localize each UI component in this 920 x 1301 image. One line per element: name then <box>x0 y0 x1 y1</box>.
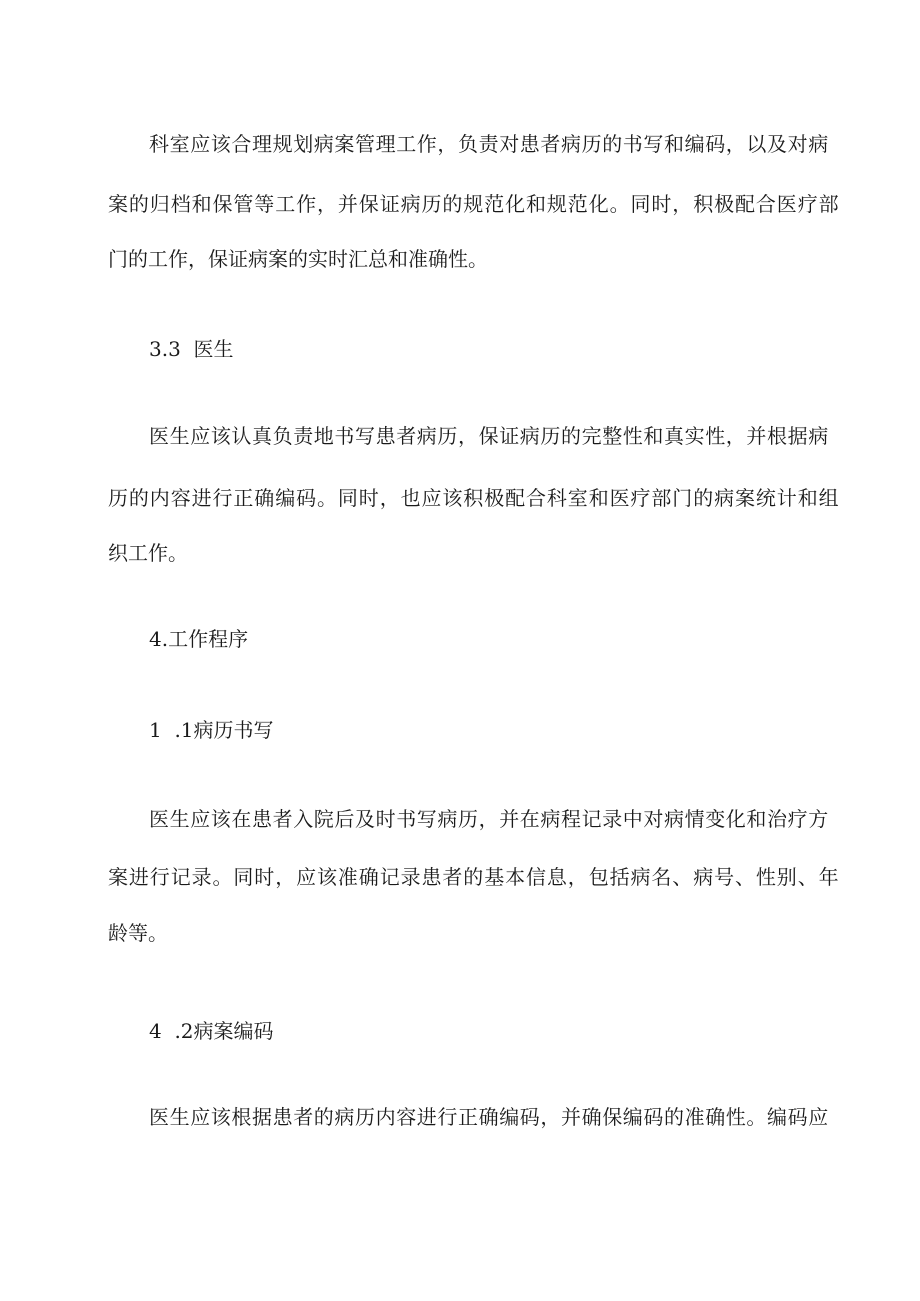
paragraph-1-line-2: 案的归档和保管等工作，并保证病历的规范化和规范化。同时，积极配合医疗部 <box>108 192 840 216</box>
paragraph-2-line-3: 织工作。 <box>108 541 188 565</box>
section-heading-3-3: 3.3 医生 <box>149 337 234 361</box>
paragraph-1-line-1: 科室应该合理规划病案管理工作，负责对患者病历的书写和编码，以及对病 <box>149 132 829 156</box>
paragraph-4-line-1: 医生应该根据患者的病历内容进行正确编码，并确保编码的准确性。编码应 <box>149 1105 829 1129</box>
section-heading-4: 4.工作程序 <box>149 627 249 651</box>
paragraph-3-line-1: 医生应该在患者入院后及时书写病历，并在病程记录中对病情变化和治疗方 <box>149 807 829 831</box>
paragraph-3-line-3: 龄等。 <box>108 921 168 945</box>
paragraph-2-line-2: 历的内容进行正确编码。同时，也应该积极配合科室和医疗部门的病案统计和组 <box>108 486 840 510</box>
paragraph-1-line-3: 门的工作，保证病案的实时汇总和准确性。 <box>108 247 488 271</box>
section-heading-4-2: 4 .2病案编码 <box>149 1019 274 1043</box>
paragraph-3-line-2: 案进行记录。同时，应该准确记录患者的基本信息，包括病名、病号、性别、年 <box>108 865 840 889</box>
section-heading-4-1: 1 .1病历书写 <box>149 718 274 742</box>
paragraph-2-line-1: 医生应该认真负责地书写患者病历，保证病历的完整性和真实性，并根据病 <box>149 424 829 448</box>
